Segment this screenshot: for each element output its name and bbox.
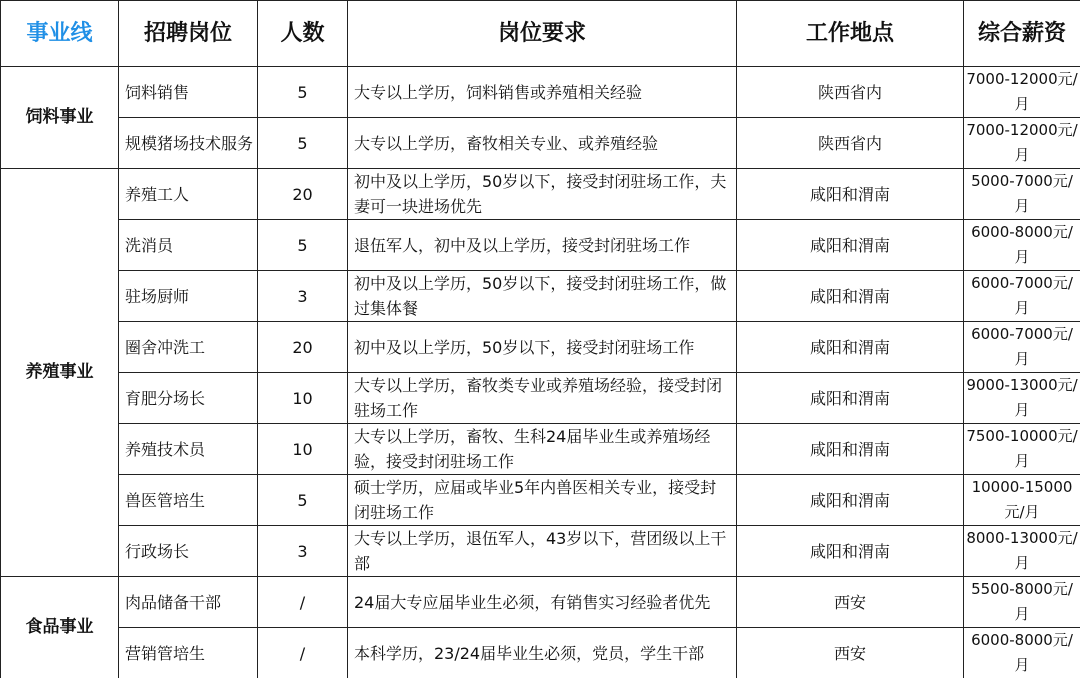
header-salary: 综合薪资: [964, 1, 1080, 67]
requirements-cell: 初中及以上学历，50岁以下，接受封闭驻场工作: [348, 322, 737, 373]
salary-cell: 6000-7000元/月: [964, 322, 1080, 373]
salary-cell: 7500-10000元/月: [964, 424, 1080, 475]
salary-cell: 6000-8000元/月: [964, 628, 1080, 678]
location-cell: 西安: [737, 628, 964, 678]
position-cell: 营销管培生: [119, 628, 258, 678]
header-division: 事业线: [1, 1, 119, 67]
position-cell: 饲料销售: [119, 67, 258, 118]
table-row: [1, 271, 1080, 322]
header-row: [1, 1, 1080, 67]
position-cell: 养殖工人: [119, 169, 258, 220]
location-cell: 咸阳和渭南: [737, 373, 964, 424]
location-cell: 咸阳和渭南: [737, 475, 964, 526]
requirements-cell: 大专以上学历，退伍军人，43岁以下，营团级以上干部: [348, 526, 737, 577]
header-location: 工作地点: [737, 1, 964, 67]
count-cell: 5: [258, 475, 348, 526]
position-cell: 规模猪场技术服务: [119, 118, 258, 169]
salary-cell: 7000-12000元/月: [964, 67, 1080, 118]
requirements-cell: 本科学历，23/24届毕业生必须，党员，学生干部: [348, 628, 737, 678]
table-row: [1, 118, 1080, 169]
count-cell: 5: [258, 220, 348, 271]
count-cell: 3: [258, 271, 348, 322]
requirements-cell: 大专以上学历，饲料销售或养殖相关经验: [348, 67, 737, 118]
location-cell: 陕西省内: [737, 118, 964, 169]
table-row: [1, 526, 1080, 577]
salary-cell: 6000-8000元/月: [964, 220, 1080, 271]
table-row: [1, 475, 1080, 526]
count-cell: /: [258, 577, 348, 628]
position-cell: 兽医管培生: [119, 475, 258, 526]
position-cell: 圈舍冲洗工: [119, 322, 258, 373]
requirements-cell: 24届大专应届毕业生必须，有销售实习经验者优先: [348, 577, 737, 628]
header-requirements: 岗位要求: [348, 1, 737, 67]
count-cell: 5: [258, 118, 348, 169]
position-cell: 育肥分场长: [119, 373, 258, 424]
header-count: 人数: [258, 1, 348, 67]
requirements-cell: 硕士学历，应届或毕业5年内兽医相关专业，接受封闭驻场工作: [348, 475, 737, 526]
location-cell: 咸阳和渭南: [737, 526, 964, 577]
count-cell: 20: [258, 169, 348, 220]
division-feed: 饲料事业: [1, 67, 119, 169]
table-row: [1, 628, 1080, 678]
requirements-cell: 退伍军人，初中及以上学历，接受封闭驻场工作: [348, 220, 737, 271]
count-cell: 5: [258, 67, 348, 118]
salary-cell: 10000-15000元/月: [964, 475, 1080, 526]
salary-cell: 5000-7000元/月: [964, 169, 1080, 220]
location-cell: 陕西省内: [737, 67, 964, 118]
requirements-cell: 大专以上学历，畜牧相关专业、或养殖经验: [348, 118, 737, 169]
count-cell: 10: [258, 373, 348, 424]
count-cell: /: [258, 628, 348, 678]
requirements-cell: 大专以上学历，畜牧、生科24届毕业生或养殖场经验，接受封闭驻场工作: [348, 424, 737, 475]
requirements-cell: 大专以上学历，畜牧类专业或养殖场经验，接受封闭驻场工作: [348, 373, 737, 424]
location-cell: 咸阳和渭南: [737, 424, 964, 475]
table-row: [1, 322, 1080, 373]
table-row: [1, 169, 1080, 220]
division-breeding: 养殖事业: [1, 169, 119, 577]
table-row: [1, 220, 1080, 271]
position-cell: 肉品储备干部: [119, 577, 258, 628]
position-cell: 驻场厨师: [119, 271, 258, 322]
location-cell: 咸阳和渭南: [737, 271, 964, 322]
position-cell: 养殖技术员: [119, 424, 258, 475]
requirements-cell: 初中及以上学历，50岁以下，接受封闭驻场工作，做过集体餐: [348, 271, 737, 322]
salary-cell: 9000-13000元/月: [964, 373, 1080, 424]
count-cell: 3: [258, 526, 348, 577]
table-row: [1, 373, 1080, 424]
division-food: 食品事业: [1, 577, 119, 678]
header-position: 招聘岗位: [119, 1, 258, 67]
salary-cell: 7000-12000元/月: [964, 118, 1080, 169]
position-cell: 洗消员: [119, 220, 258, 271]
table-row: [1, 67, 1080, 118]
location-cell: 西安: [737, 577, 964, 628]
salary-cell: 8000-13000元/月: [964, 526, 1080, 577]
location-cell: 咸阳和渭南: [737, 169, 964, 220]
location-cell: 咸阳和渭南: [737, 220, 964, 271]
position-cell: 行政场长: [119, 526, 258, 577]
count-cell: 10: [258, 424, 348, 475]
requirements-cell: 初中及以上学历，50岁以下，接受封闭驻场工作，夫妻可一块进场优先: [348, 169, 737, 220]
salary-cell: 6000-7000元/月: [964, 271, 1080, 322]
table-row: [1, 424, 1080, 475]
salary-cell: 5500-8000元/月: [964, 577, 1080, 628]
location-cell: 咸阳和渭南: [737, 322, 964, 373]
table-row: [1, 577, 1080, 628]
count-cell: 20: [258, 322, 348, 373]
